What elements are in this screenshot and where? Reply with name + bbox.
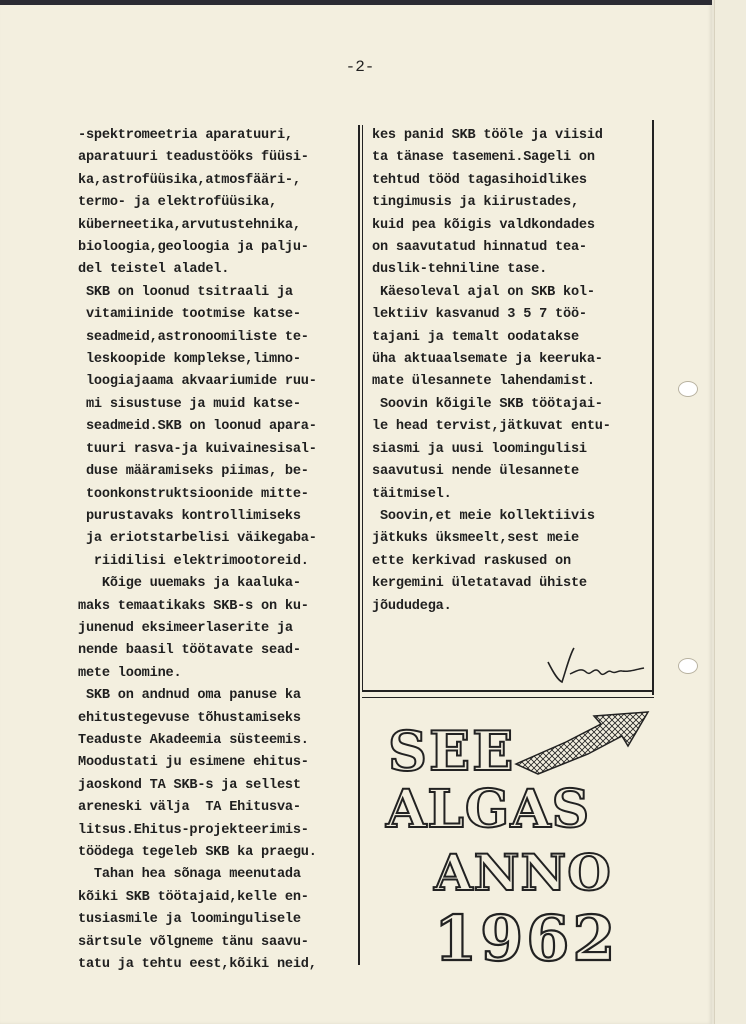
left-line: ka,astrofüüsika,atmosfääri-, <box>78 172 301 188</box>
logo-line-1: SEE <box>388 719 516 783</box>
box-bottom-border <box>362 690 654 692</box>
punch-hole-top <box>678 381 698 397</box>
column-divider <box>358 125 360 965</box>
left-line: tusiasmile ja loomingulisele <box>78 912 301 928</box>
right-line: tehtud tööd tagasihoidlikes <box>372 172 587 188</box>
right-line: le head tervist,jätkuvat entu- <box>372 419 611 435</box>
right-line: kes panid SKB tööle ja viisid <box>372 128 603 143</box>
left-text-column <box>78 125 353 976</box>
signature <box>540 640 650 690</box>
left-line: bioloogia,geoloogia ja palju- <box>78 240 309 256</box>
left-line: litsus.Ehitus-projekteerimis- <box>78 822 309 838</box>
left-line: del teistel aladel. <box>78 262 230 278</box>
left-line: Moodustati ju esimene ehitus- <box>78 755 309 771</box>
left-line: loogiajaama akvaariumide ruu- <box>78 374 317 390</box>
left-line: seadmeid.SKB on loonud apara- <box>78 419 317 435</box>
left-line: SKB on loonud tsitraali ja <box>78 284 293 300</box>
right-line: ta tänase tasemeni.Sageli on <box>372 150 595 166</box>
right-line: ette kerkivad raskused on <box>372 553 571 569</box>
left-line: seadmeid,astronoomiliste te- <box>78 329 309 345</box>
right-line: saavutusi nende ülesannete <box>372 464 579 480</box>
right-line: lektiiv kasvanud 3 5 7 töö- <box>372 307 587 323</box>
right-line: Käesoleval ajal on SKB kol- <box>372 284 595 300</box>
left-line: kõiki SKB töötajaid,kelle en- <box>78 889 309 905</box>
left-line: purustavaks kontrollimiseks <box>78 508 301 524</box>
right-line: mate ülesannete lahendamist. <box>372 374 595 390</box>
left-line: särtsule võlgneme tänu saavu- <box>78 934 309 950</box>
left-line: junenud eksimeerlaserite ja <box>78 620 293 636</box>
right-line: jätkuks üksmeelt,sest meie <box>372 531 579 547</box>
arrow-icon <box>516 712 648 774</box>
left-line: küberneetika,arvutustehnika, <box>78 217 301 233</box>
left-line: -spektromeetria aparatuuri, <box>78 128 293 143</box>
left-line: termo- ja elektrofüüsika, <box>78 195 277 211</box>
left-line: leskoopide komplekse,limno- <box>78 352 301 368</box>
right-line: kuid pea kõigis valdkondades <box>372 217 595 233</box>
logo-line-4: 1962 <box>434 902 619 972</box>
anniversary-logo <box>366 702 666 972</box>
left-line: töödega tegeleb SKB ka praegu. <box>78 845 317 860</box>
left-line: riidilisi elektrimootoreid. <box>78 553 309 569</box>
left-line: maks temaatikaks SKB-s on ku- <box>78 598 309 614</box>
right-line: siasmi ja uusi loomingulisi <box>372 441 587 457</box>
left-line: ja eriotstarbelisi väikegaba- <box>78 531 317 547</box>
right-line: tajani ja temalt oodatakse <box>372 329 579 345</box>
left-line: jaoskond TA SKB-s ja sellest <box>78 777 301 793</box>
left-line: nende baasil töötavate sead- <box>78 643 301 659</box>
right-line: jõududega. <box>372 598 452 614</box>
left-line: vitamiinide tootmise katse- <box>78 307 301 323</box>
left-line: aparatuuri teadustööks füüsi- <box>78 150 309 166</box>
punch-hole-bottom <box>678 658 698 674</box>
scan-top-edge <box>0 0 712 5</box>
logo-line-2: ALGAS <box>386 779 591 840</box>
right-line: on saavutatud hinnatud tea- <box>372 240 587 256</box>
right-line: täitmisel. <box>372 486 452 502</box>
right-line: Soovin,et meie kollektiivis <box>372 508 595 524</box>
right-line: tingimusis ja kiirustades, <box>372 195 579 211</box>
back-sheet-edge <box>714 0 746 1024</box>
left-line: Kõige uuemaks ja kaaluka- <box>78 576 301 592</box>
left-line: mete loomine. <box>78 665 182 681</box>
logo-line-3: ANNO <box>434 843 612 902</box>
left-line: ehitustegevuse tõhustamiseks <box>78 710 301 726</box>
right-line: üha aktuaalsemate ja keeruka- <box>372 352 603 368</box>
left-line: mi sisustuse ja muid katse- <box>78 396 301 412</box>
box-left-border <box>362 125 363 690</box>
left-line: tatu ja tehtu eest,kõiki neid, <box>78 957 317 973</box>
right-line: duslik-tehniline tase. <box>372 262 548 278</box>
box-right-border <box>652 120 654 695</box>
left-line: duse määramiseks piimas, be- <box>78 464 309 480</box>
left-line: SKB on andnud oma panuse ka <box>78 688 301 704</box>
right-text-column <box>372 125 662 618</box>
left-line: Teaduste Akadeemia süsteemis. <box>78 732 309 748</box>
right-line: Soovin kõigile SKB töötajai- <box>372 396 603 412</box>
left-line: toonkonstruktsioonide mitte- <box>78 486 309 502</box>
left-line: areneski välja TA Ehitusva- <box>78 800 301 816</box>
page-number: -2- <box>345 58 375 76</box>
logo-top-border <box>362 697 654 698</box>
left-line: tuuri rasva-ja kuivainesisal- <box>78 441 317 457</box>
left-line: Tahan hea sõnaga meenutada <box>78 867 301 883</box>
right-line: kergemini ületatavad ühiste <box>372 576 587 592</box>
